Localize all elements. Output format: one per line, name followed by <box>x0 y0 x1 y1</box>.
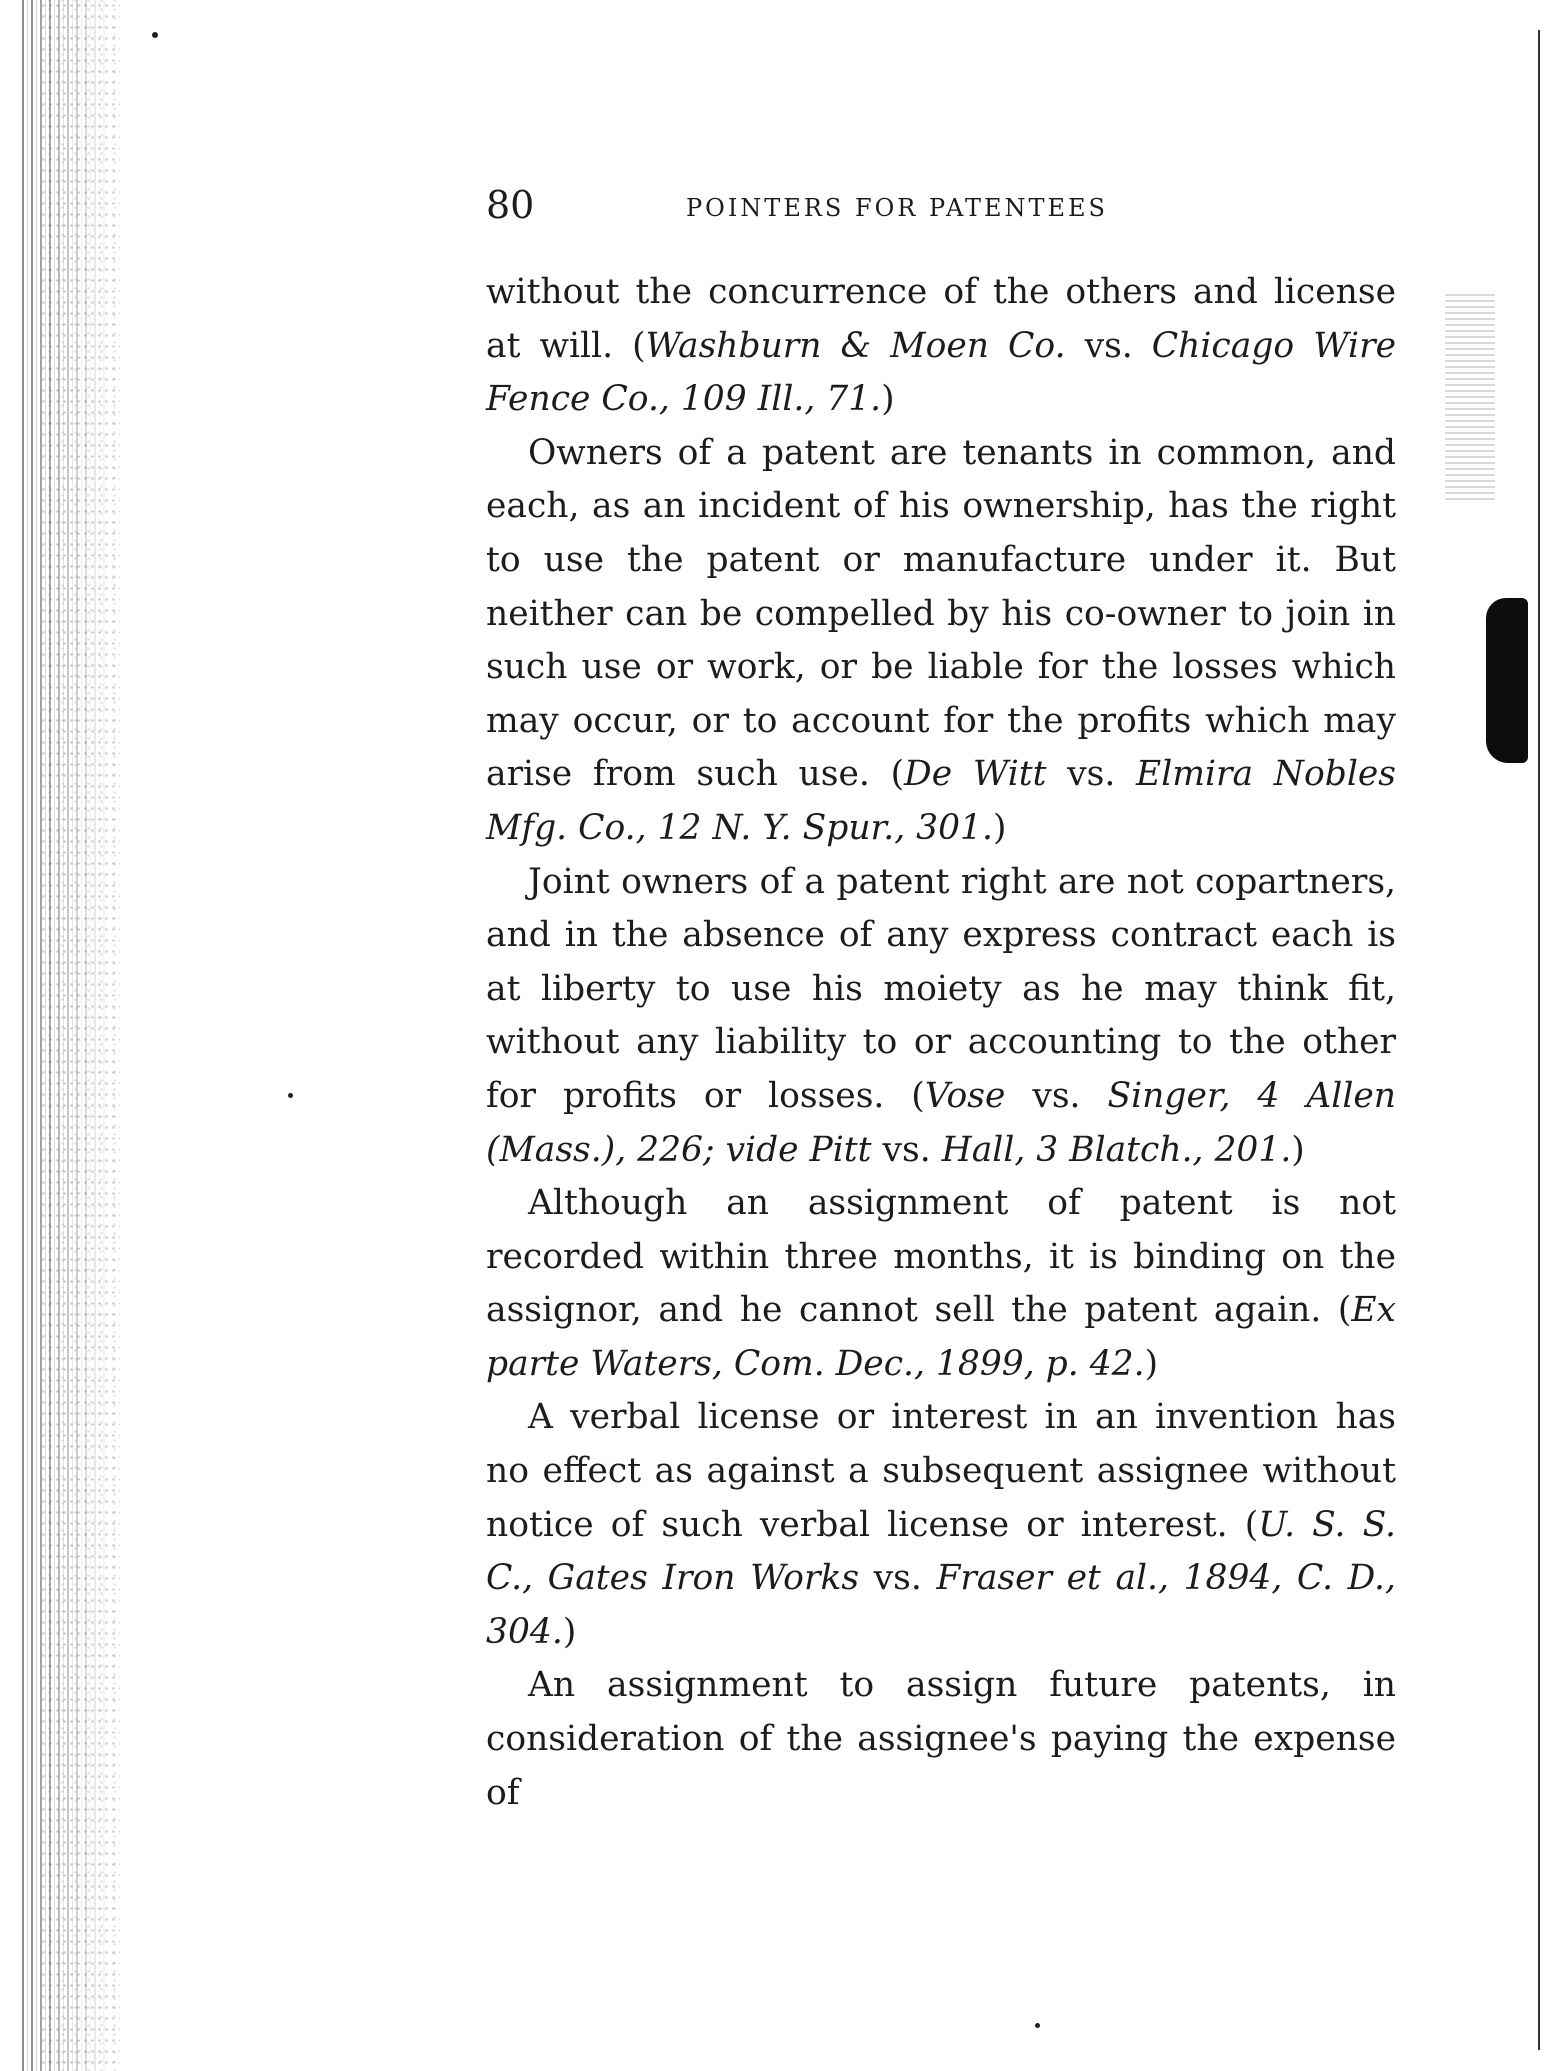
text-run: Joint owners of a patent right are not copartners, and in the absence of any express contract each is at liberty to use his moiety as he may think fit, without any liability to or accounting to the other for profits or losses. ( <box>486 861 1396 1116</box>
ink-blot <box>1486 598 1528 763</box>
scan-speckle <box>40 0 120 2071</box>
text-run: A verbal license or interest in an invention has no effect as against a subsequent assignee without notice of such verbal license or interest. ( <box>486 1397 1396 1545</box>
body-text <box>486 266 1396 1820</box>
text-run: ) <box>992 807 1007 848</box>
paragraph <box>486 427 1396 856</box>
stray-mark <box>152 32 158 38</box>
running-header <box>486 180 1396 240</box>
case-citation: Singer, 4 Allen (Mass.), 226; vide Pitt <box>486 1075 1396 1170</box>
case-citation: U. S. S. C., Gates Iron Works <box>486 1504 1396 1599</box>
case-citation: Elmira Nobles Mfg. Co., 12 N. Y. Spur., 301. <box>486 754 1396 848</box>
paragraph <box>486 1177 1396 1391</box>
case-citation: Ex parte Waters, Com. Dec., 1899, p. 42. <box>486 1290 1396 1384</box>
text-run: ) <box>1144 1343 1159 1384</box>
scan-smudge <box>1445 290 1495 500</box>
paragraph <box>486 1391 1396 1659</box>
text-run: vs. <box>1005 1075 1108 1116</box>
running-title: POINTERS FOR PATENTEES <box>686 194 1108 222</box>
stray-mark <box>1035 2023 1040 2028</box>
text-run: ) <box>881 379 895 420</box>
case-citation: Hall, 3 Blatch., 201. <box>941 1129 1292 1170</box>
text-run: vs. <box>1065 325 1152 366</box>
paragraph <box>486 266 1396 427</box>
case-citation: Fraser et al., 1894, C. D., 304. <box>486 1558 1396 1652</box>
text-run: vs. <box>859 1558 937 1599</box>
text-run: Although an assignment of patent is not recorded within three months, it is binding on the assignor, and he cannot sell the patent again. ( <box>486 1183 1396 1331</box>
text-run: ) <box>562 1611 577 1652</box>
paragraph <box>486 1659 1396 1820</box>
text-run: without the concurrence of the others and license at will. ( <box>486 272 1396 366</box>
paragraph <box>486 856 1396 1178</box>
stray-mark <box>288 1093 293 1098</box>
case-citation: De Witt <box>904 754 1047 795</box>
text-run: ) <box>1291 1129 1305 1170</box>
text-run: vs. <box>1046 754 1137 795</box>
text-run: vs. <box>871 1129 942 1170</box>
case-citation: Chicago Wire Fence Co., 109 Ill., 71. <box>486 325 1396 420</box>
page-number: 80 <box>486 183 535 227</box>
page-edge-line <box>1538 30 1540 2050</box>
case-citation: Washburn & Moen Co. <box>645 325 1066 366</box>
case-citation: Vose <box>924 1075 1006 1116</box>
text-run: Owners of a patent are tenants in common, and each, as an incident of his ownership, has the right to use the patent or manufacture under it. But neither can be compelled by his co-owner to join in such use or work, or be liable for the losses which may occur, or to account for the profits which may arise from such use. ( <box>486 432 1396 795</box>
text-run: An assignment to assign future patents, in consideration of the assignee's paying the expense of <box>486 1665 1396 1813</box>
